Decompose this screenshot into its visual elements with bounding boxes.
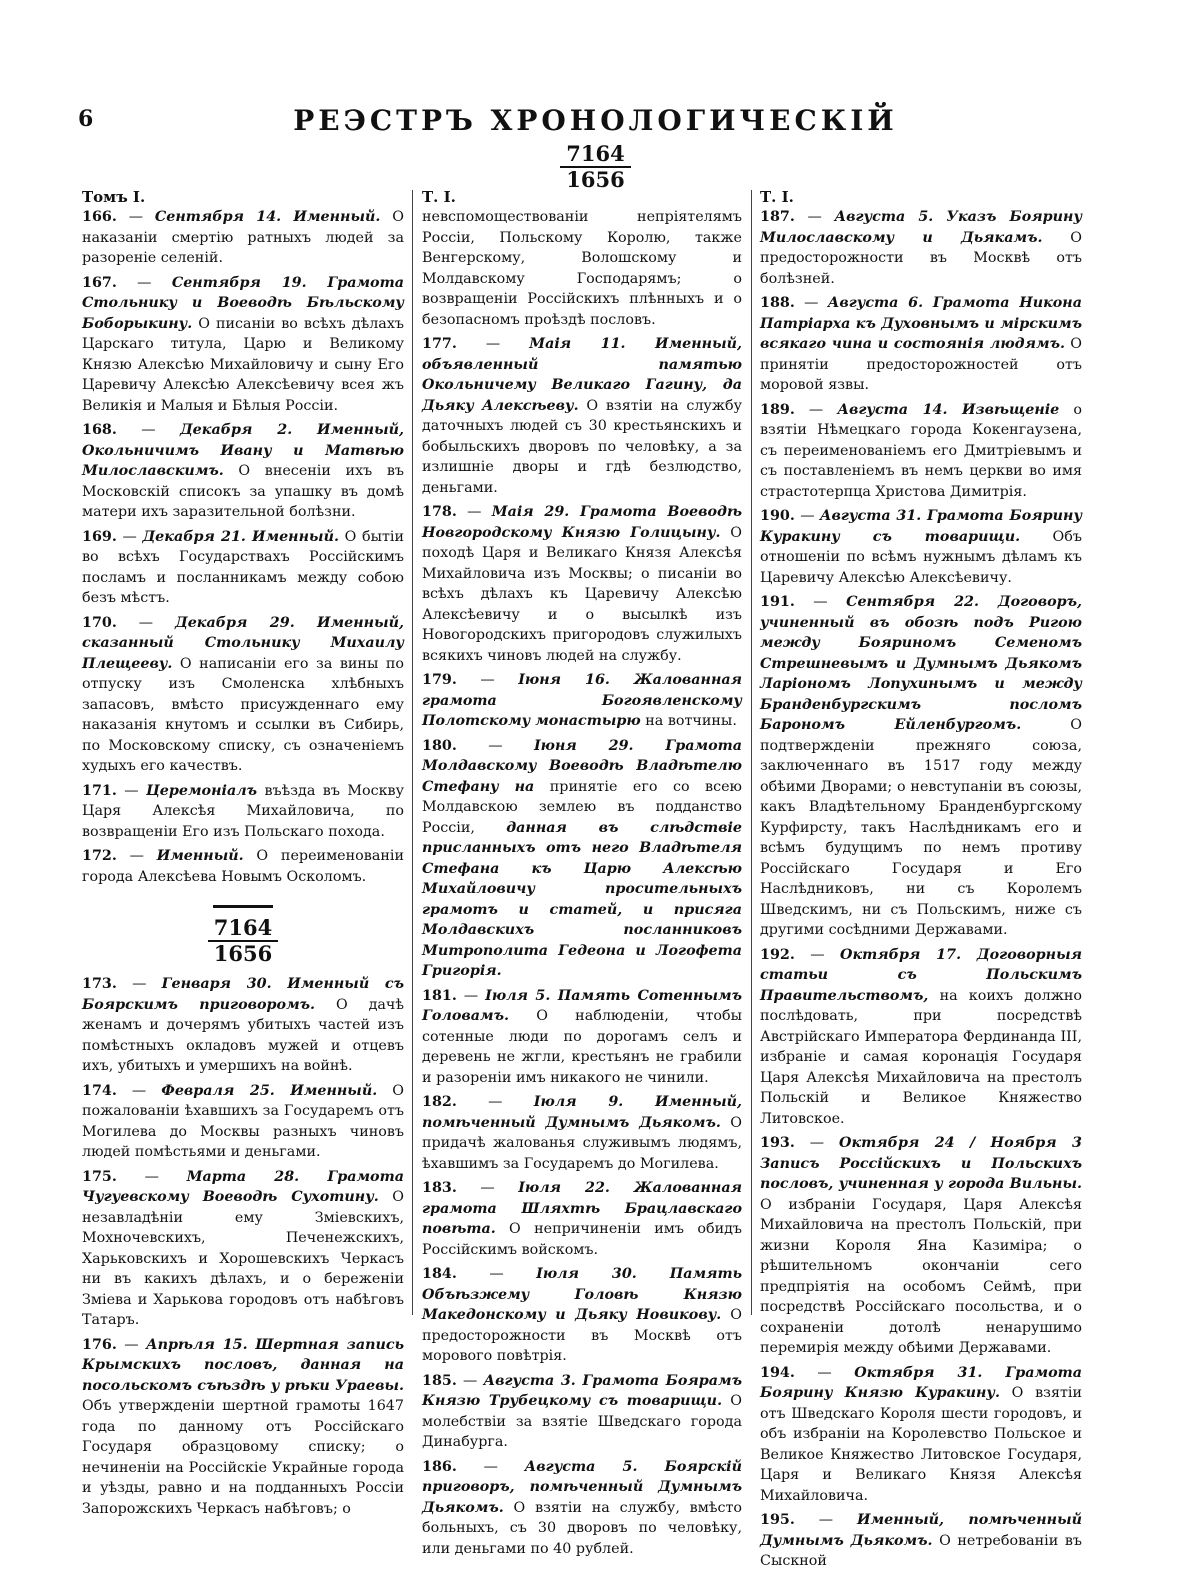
entry-text: О наказаніи смертію ратныхъ людей за разореніе селеній. [82,209,404,266]
register-entry [422,736,742,982]
entry-heading: Іюня 29. Грамота Молдавскому Воеводѣ Владѣтелю Стефану на [422,737,742,795]
entry-text: О придачѣ жалованья служивымъ людямъ, ѣхавшимъ за Государемъ до Могилева. [422,1114,742,1172]
entry-number: 194. [760,1364,795,1381]
entry-number: 179. [422,672,457,688]
entry-number: 174. [82,1082,117,1099]
entry-number: 183. [422,1180,457,1196]
entry-text: о взятіи Нѣмецкаго города Кокенгаузена, съ переименованіемъ его Дмитріевымъ и съ поставленіемъ въ немъ церкви во имя страстотерпца Христова Димитрія. [760,401,1082,500]
year-anno-mundi: 7164 [208,916,278,942]
entry-dash: — [116,422,180,438]
column-3 [760,187,1082,1576]
register-entry [422,334,742,498]
entry-number: 188. [760,295,795,311]
entry-heading: Именный. [156,848,244,864]
register-entry [422,1092,742,1174]
entry-heading: Генваря 30. Именный съ Боярскимъ приговоромъ. [82,976,404,1013]
entry-dash: — [456,1372,484,1389]
entry-dash: — [794,1135,839,1151]
entry-text: О молебствіи за взятіе Шведскаго города Динабурга. [422,1393,743,1450]
entry-heading: Маія 29. Грамота Воеводѣ Новгородскому Князю Голицыну. [422,504,742,541]
entry-number: 195. [760,1512,795,1528]
page-title: РЕЭСТРЪ ХРОНОЛОГИЧЕСКІЙ [293,104,898,137]
register-entry [82,527,404,609]
register-entry [422,986,742,1089]
entry-heading: Февраля 25. Именный. [161,1082,378,1099]
entry-dash: — [456,1094,534,1110]
register-entry [82,613,404,777]
register-entry [760,400,1082,503]
entry-heading: Августа 5. Боярскій приговоръ, помѣченный Думнымъ Дьякомъ. [422,1458,742,1516]
register-entry [82,974,404,1077]
entry-heading: данная въ слѣдствіе присланныхъ отъ него Владѣтеля Стефана къ Царю Алексѣю Михайловичу просительныхъ грамотъ и статей, и присяга Молдавскихъ посланниковъ Митрополита Гедеона и Логофета Григорія. [422,819,742,979]
entry-dash: — [794,295,828,311]
register-entry [760,506,1082,588]
section-separator [213,905,273,908]
entry-text: О предосторожности въ Москвѣ отъ болѣзней. [760,229,1082,287]
entry-heading: Октября 17. Договорныя статьи съ Польскимъ Правительствомъ, [760,946,1083,1004]
entry-text: Объ отношеніи по всѣмъ нужнымъ дѣламъ къ Царевичу Алексѣю Алексѣевичу. [760,528,1082,586]
entry-dash: — [794,401,838,418]
register-entry [422,1457,742,1560]
entry-number: 189. [760,401,795,418]
page-number: 6 [78,106,94,132]
entry-dash: — [456,1458,525,1475]
entry-dash: — [116,848,157,864]
register-entry [760,1133,1082,1359]
entry-dash: — [456,737,534,754]
entry-text: О написаніи его за вины по отпуску изъ Смоленска хлѣбныхъ запасовъ, вмѣсто присужденнаго ему наказанія кнутомъ и ссылки въ Сибирь, по Московскому списку, съ означеніемъ худыхъ его качествъ. [82,655,404,774]
register-entry [760,592,1082,941]
entry-heading: Апрѣля 15. Шертная запись Крымскихъ пословъ, данная на посольскомъ съѣздѣ у рѣки Ураевы. [82,1336,405,1394]
entry-dash: — [794,1364,855,1381]
entry-dash: — [116,614,175,631]
entry-heading: Именный, помѣченный Думнымъ Дьякомъ. [760,1512,1083,1549]
register-entry [422,1178,742,1260]
register-entry [82,207,404,269]
entry-number: 175. [82,1168,117,1185]
register-entry [82,1167,404,1331]
entry-number: 177. [422,336,457,352]
register-entry [82,273,404,417]
entry-text: О непричиненіи имъ обидъ Россійскимъ войскомъ. [422,1221,742,1258]
column-divider [412,190,413,1315]
register-entry [760,1363,1082,1507]
entry-heading: Сентября 19. Грамота Стольнику и Воеводѣ Бѣльскому Боборыкину. [82,274,404,332]
year-subheading [82,916,404,966]
entry-number: 185. [422,1372,457,1389]
year-anno-mundi: 7164 [560,142,630,168]
register-entry [82,846,404,887]
entry-heading: Церемоніалъ [145,782,258,799]
entry-heading: Іюня 16. Жалованная грамота Богоявленскому Полотскому монастырю [422,672,743,729]
register-entry [82,1335,404,1520]
entry-number: 182. [422,1094,457,1110]
entry-number: 190. [760,508,795,524]
entry-dash: — [456,336,530,352]
entry-dash: — [456,672,519,688]
column-1 [82,187,404,1523]
entry-heading: Октября 31. Грамота Боярину Князю Куракину. [760,1364,1082,1401]
volume-label: Томъ I. [82,188,146,206]
entry-number: 170. [82,614,117,631]
entry-text: О переименованіи города Алексѣева Новымъ Осколомъ. [82,848,404,885]
entry-text: О дачѣ женамъ и дочерямъ убитыхъ частей изъ помѣстныхъ окладовъ мужей и отцевъ ихъ, убитыхъ и умершихъ на войнѣ. [82,996,404,1074]
entry-dash: — [116,274,172,291]
entry-heading: Іюля 9. Именный, помѣченный Думнымъ Дьякомъ. [422,1094,742,1131]
entry-dash: — [456,1180,519,1196]
entry-number: 184. [422,1266,457,1282]
entry-number: 192. [760,946,795,963]
entry-number: 187. [760,209,795,225]
entry-dash: — [116,1082,162,1099]
entry-text: О взятіи отъ Шведскаго Короля шести городовъ, и объ избраніи на Королевство Польское и Великое Княжество Литовское Государя, Царя и Великаго Князя Алексѣя Михайловича. [760,1385,1082,1504]
entry-number: 167. [82,274,117,291]
entry-text: на вотчины. [640,713,737,729]
entry-dash: — [456,987,486,1004]
entry-text: О писаніи во всѣхъ дѣлахъ Царскаго титула, Царю и Великому Князю Алексѣю Михайловичу и сыну Его Царевичу Алексѣю Алексѣевичу всея жъ Великія и Малыя и Бѣлыя Россіи. [82,315,404,414]
entry-text: О подтвержденіи прежняго союза, заключеннаго въ 1517 году между обѣими Дворами; о невступаніи въ союзы, какъ Владѣтельному Бранденбургскому Курфирсту, такъ Наслѣдникамъ его и всѣмъ будущимъ по немъ противу Россійскаго Государя и Его Наслѣдниковъ, ни съ Королемъ Шведскимъ, ни съ Польскимъ, ниже съ другими сосѣдними Державами. [760,717,1083,938]
register-entry [422,502,742,666]
entry-text: О внесеніи ихъ въ Московскій списокъ за упашку въ домѣ матери ихъ заразительной болѣзни. [82,463,404,520]
entry-dash: — [116,1336,146,1353]
entry-dash: — [794,1512,858,1528]
volume-label: Т. I. [422,188,456,206]
entry-dash: — [456,504,492,520]
entry-list [82,974,404,1519]
entry-heading: Сентября 22. Договоръ, учиненный въ обозѣ подъ Ригою между Бояриномъ Семеномъ Стрешневымъ и Думнымъ Дьякомъ Ларіономъ Лопухинымъ и между Бранденбургскимъ посломъ Барономъ Ейленбургомъ. [760,594,1082,733]
entry-text: принятіе его со всею Молдавскою землею въ подданство Россіи, [422,778,742,836]
entry-number: 172. [82,848,117,864]
entry-text: О бытіи во всѣхъ Государствахъ Россійскимъ посламъ и посланникамъ между собою безъ мѣстъ. [82,528,404,606]
entry-number: 193. [760,1135,795,1151]
volume-label: Т. I. [760,188,794,206]
entry-number: 169. [82,528,117,545]
entry-heading: Октября 24 / Ноября 3 Записъ Россійскихъ и Польскихъ пословъ, учиненная у города Вильны. [760,1135,1082,1192]
entry-dash: — [794,209,835,225]
entry-heading: Маія 11. Именный, объявленный памятью Окольничему Великаго Гагину, да Дьяку Алексѣеву. [422,336,742,414]
column-2 [422,187,742,1563]
entry-heading: Августа 6. Грамота Никона Патріарха къ Духовнымъ и мірскимъ всякаго чина и состоянія людямъ. [760,295,1082,352]
entry-list [82,207,404,887]
entry-text: О предосторожности въ Москвѣ отъ морового повѣтрія. [422,1307,742,1364]
entry-text: О взятіи на службу даточныхъ людей съ 30 крестьянскихъ и бобыльскихъ дворовъ по человѣку, а за излишніе дворы и гдѣ безлюдство, деньгами. [422,397,742,496]
entry-dash: — [116,1168,187,1185]
entry-text: на коихъ должно послѣдовать, при посредствѣ Австрійскаго Императора Фердинанда III, избраніе и самая коронація Государя Царя Алексѣя Михайловича на престолъ Польскій и Великое Княжество Литовское. [760,987,1082,1127]
register-entry [82,1081,404,1163]
year-heading [0,142,1191,192]
register-entry [422,1371,742,1453]
register-entry [422,1264,742,1367]
entry-number: 168. [82,422,117,438]
year-anno-domini: 1656 [213,941,273,966]
entry-text: въѣзда въ Москву Царя Алексѣя Михайловича, по возвращеніи Его изъ Польскаго похода. [82,782,404,840]
register-entry [82,781,404,843]
entry-heading: Декабря 2. Именный, Окольничимъ Ивану и Матвѣю Милославскимъ. [82,422,404,479]
entry-heading: Іюля 5. Память Сотеннымъ Головамъ. [422,987,743,1024]
register-entry [760,1510,1082,1572]
register-entry [760,945,1082,1130]
entry-heading: Іюля 22. Жалованная грамота Шляхтѣ Брацлавскаго повѣта. [422,1180,742,1237]
year-anno-domini: 1656 [566,167,625,192]
entry-text: О нетребованіи въ Сыскной [760,1532,1082,1569]
column-divider [751,190,752,1315]
entry-heading: Августа 3. Грамота Боярамъ Князю Трубецкому съ товарищи. [422,1372,742,1409]
register-entry [422,670,742,732]
entry-text: О принятіи предосторожностей отъ моровой язвы. [760,336,1083,393]
entry-list [422,334,742,1559]
entry-heading: Августа 31. Грамота Боярину Куракину съ товарищи. [760,508,1082,545]
entry-dash: — [116,528,143,545]
entry-heading: Декабря 21. Именный. [142,528,339,545]
entry-heading: Сентября 14. Именный. [154,209,381,225]
entry-list [760,207,1082,1572]
entry-heading: Іюля 30. Память Объѣзжему Головѣ Князю Македонскому и Дьяку Новикову. [422,1266,743,1323]
entry-number: 181. [422,987,457,1004]
entry-heading: Марта 28. Грамота Чугуевскому Воеводѣ Сухотину. [82,1168,404,1205]
entry-dash: — [116,209,155,225]
entry-dash: — [794,594,847,610]
entry-number: 173. [82,976,117,992]
register-entry [82,420,404,523]
entry-dash: — [116,976,162,992]
entry-text: О наблюденіи, чтобы сотенные люди по дорогамъ селъ и деревень не жгли, крестьянъ не грабили и разореніи имъ никакого не чинили. [422,1008,742,1086]
entry-text: О незавладѣніи ему Зміевскихъ, Мохночевскихъ, Печенежскихъ, Харьковскихъ и Хорошевскихъ Черкасъ ни въ какихъ дѣлахъ, и о береженіи Зміева и Харькова городовъ отъ набѣговъ Татаръ. [82,1189,404,1328]
entry-heading: Декабря 29. Именный, сказанный Стольнику Михаилу Плещееву. [82,614,404,672]
entry-number: 191. [760,594,795,610]
continued-text: невспомоществованіи непріятелямъ Россіи, Польскому Королю, также Венгерскому, Волошскому и Молдавскому Господарямъ; о возвращеніи Россійскихъ плѣнныхъ и о безопасномъ проѣздѣ пословъ. [422,209,742,328]
entry-dash: — [456,1266,537,1282]
entry-heading: Августа 14. Извѣщеніе [837,401,1060,418]
entry-text: О походѣ Царя и Великаго Князя Алексѣя Михайловича изъ Москвы; о писаніи во всѣхъ дѣлахъ къ Царевичу Алексѣю Алексѣевичу и о высылкѣ изъ Новогородскихъ пригородовъ служилыхъ всякихъ чиновъ людей на службу. [422,524,743,664]
entry-number: 166. [82,209,117,225]
entry-text: О пожалованіи ѣхавшихъ за Государемъ отъ Могилева до Москвы разныхъ чиновъ людей помѣстьями и деньгами. [82,1082,404,1160]
entry-number: 180. [422,737,457,754]
entry-number: 176. [82,1336,117,1353]
entry-number: 178. [422,504,457,520]
entry-dash: — [794,508,820,524]
entry-text: Объ утвержденіи шертной грамоты 1647 года по данному отъ Россійскаго Государя образцовому списку; о нечиненіи на Россійскіе Украйные города и уѣзды, равно и на подданныхъ Россіи Запорожскихъ Черкасъ набѣговъ; о [82,1398,404,1517]
entry-heading: Августа 5. Указъ Боярину Милославскому и Дьякамъ. [760,209,1083,246]
entry-text: О взятіи на службу, вмѣсто больныхъ, съ 30 дворовъ по человѣку, или деньгами по 40 рублей. [422,1499,742,1557]
entry-number: 186. [422,1458,457,1475]
entry-text: О избраніи Государя, Царя Алексѣя Михайловича на престолъ Польскій, при жизни Короля Яна Казиміра; о рѣшительномъ окончаніи сего предпріятія на особомъ Сеймѣ, при посредствѣ Россійскаго посольства, и о сохраненіи дотолѣ ненарушимо перемирія между обѣими Державами. [760,1196,1082,1356]
register-entry [760,293,1082,396]
entry-number: 171. [82,782,117,799]
entry-dash: — [794,946,840,963]
register-entry [760,207,1082,289]
entry-dash: — [116,782,146,799]
